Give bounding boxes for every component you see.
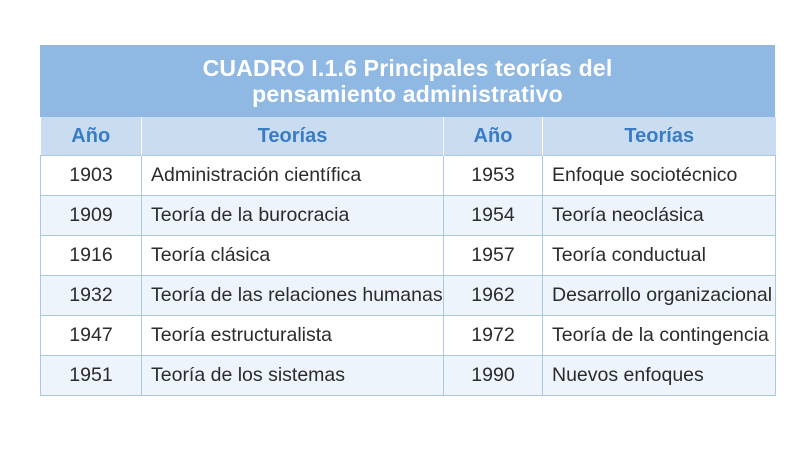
theory-cell: Administración científica bbox=[142, 156, 444, 196]
theory-cell: Teoría de la contingencia bbox=[543, 316, 776, 356]
theories-table bbox=[40, 117, 776, 396]
column-header-year-1: Año bbox=[41, 117, 142, 156]
year-cell: 1954 bbox=[444, 196, 543, 236]
theory-cell: Enfoque sociotécnico bbox=[543, 156, 776, 196]
column-header-year-2: Año bbox=[444, 117, 543, 156]
theory-cell: Teoría estructuralista bbox=[142, 316, 444, 356]
theory-cell: Teoría de las relaciones humanas bbox=[142, 276, 444, 316]
table-title: CUADRO I.1.6 Principales teorías del pensamiento administrativo bbox=[202, 55, 613, 107]
year-cell: 1990 bbox=[444, 356, 543, 396]
year-cell: 1957 bbox=[444, 236, 543, 276]
year-cell: 1962 bbox=[444, 276, 543, 316]
theory-cell: Teoría de los sistemas bbox=[142, 356, 444, 396]
year-cell: 1951 bbox=[41, 356, 142, 396]
year-cell: 1932 bbox=[41, 276, 142, 316]
theory-cell: Teoría clásica bbox=[142, 236, 444, 276]
table-row bbox=[41, 316, 776, 356]
table-row bbox=[41, 276, 776, 316]
table-row bbox=[41, 156, 776, 196]
table-row bbox=[41, 196, 776, 236]
column-header-theories-2: Teorías bbox=[543, 117, 776, 156]
theories-table-card bbox=[40, 45, 775, 396]
year-cell: 1947 bbox=[41, 316, 142, 356]
theory-cell: Nuevos enfoques bbox=[543, 356, 776, 396]
table-row bbox=[41, 236, 776, 276]
year-cell: 1909 bbox=[41, 196, 142, 236]
theory-cell: Teoría de la burocracia bbox=[142, 196, 444, 236]
theory-cell: Teoría conductual bbox=[543, 236, 776, 276]
theory-cell: Teoría neoclásica bbox=[543, 196, 776, 236]
year-cell: 1916 bbox=[41, 236, 142, 276]
table-row bbox=[41, 356, 776, 396]
theory-cell: Desarrollo organizacional bbox=[543, 276, 776, 316]
year-cell: 1972 bbox=[444, 316, 543, 356]
table-title-bar bbox=[40, 45, 775, 117]
column-header-theories-1: Teorías bbox=[142, 117, 444, 156]
year-cell: 1903 bbox=[41, 156, 142, 196]
table-header-row bbox=[41, 117, 776, 156]
year-cell: 1953 bbox=[444, 156, 543, 196]
